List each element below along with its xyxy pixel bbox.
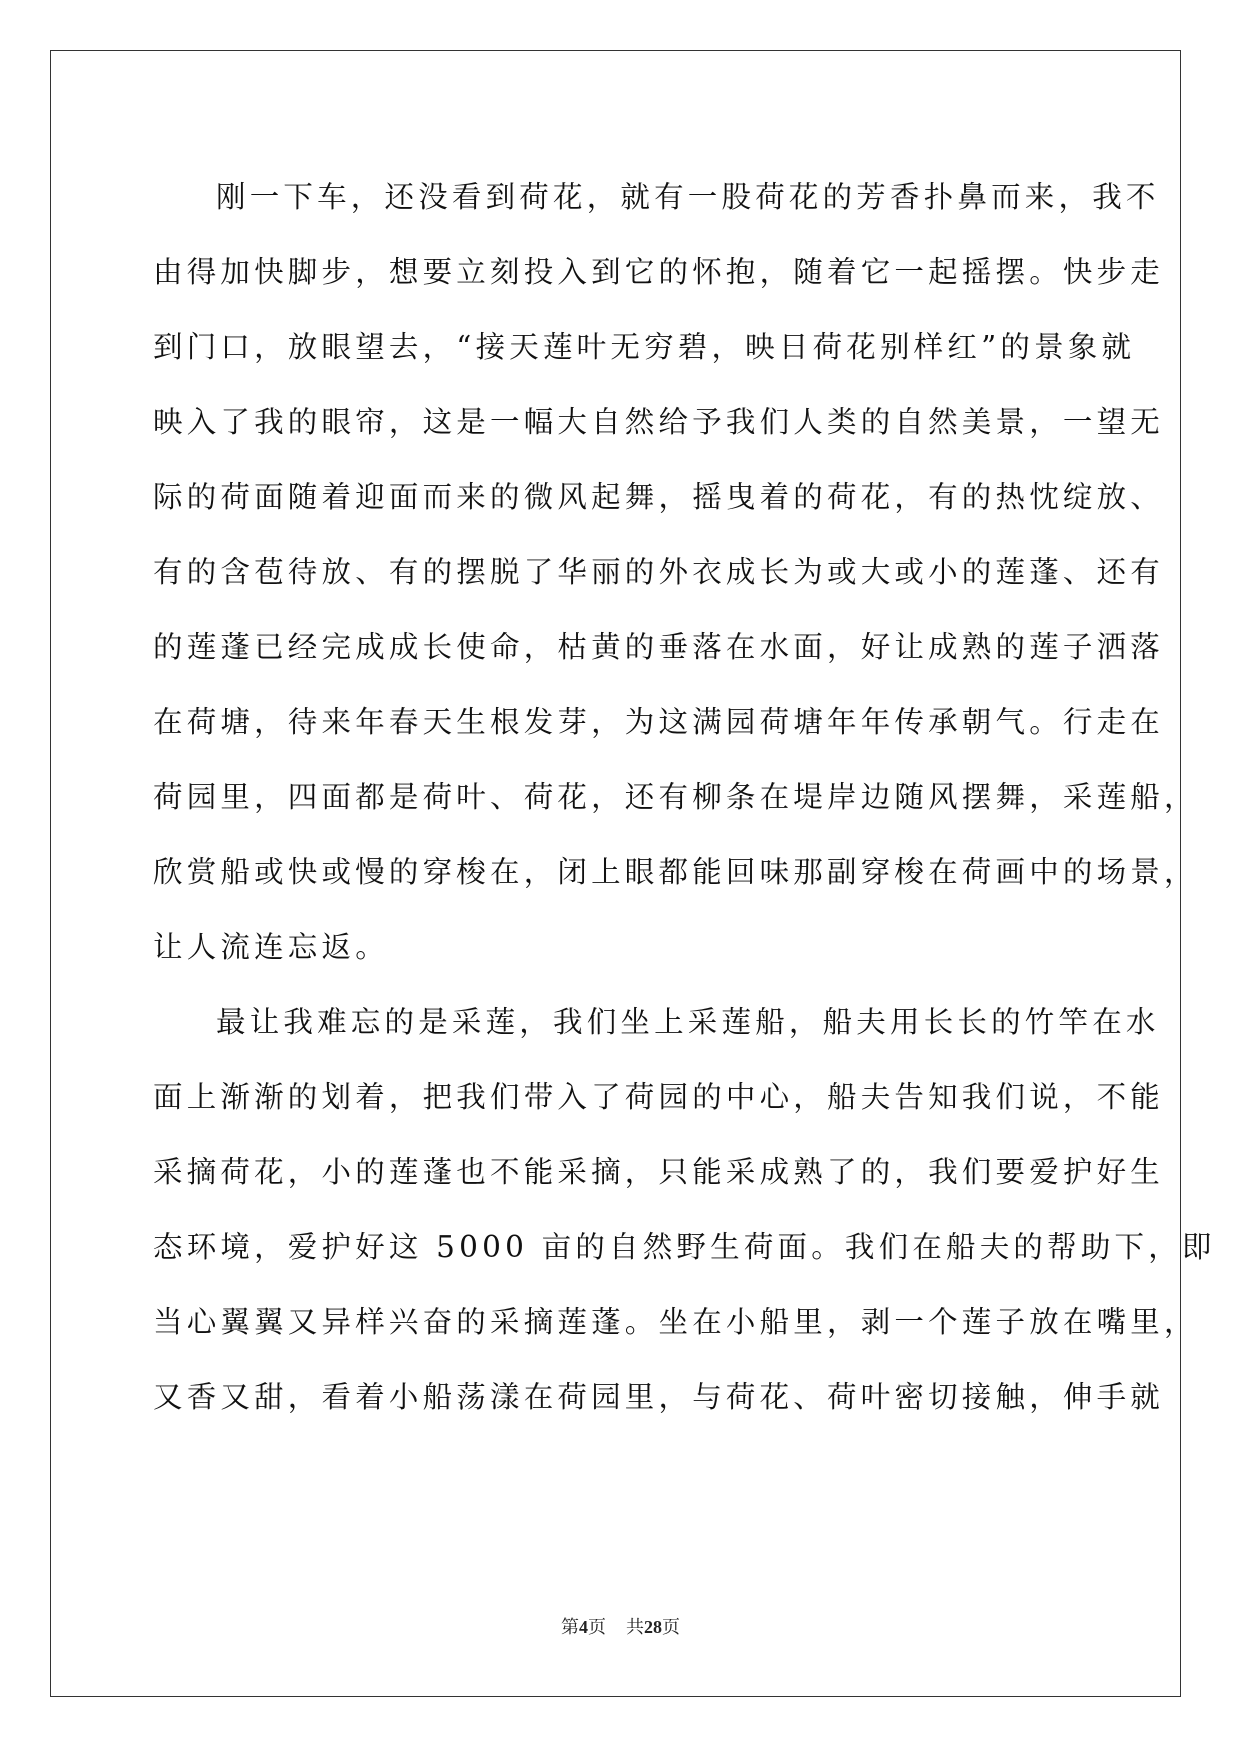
paragraph-2-line-4: 态环境，爱护好这 5000 亩的自然野生荷面。我们在船夫的帮助下，即 [153, 1230, 1216, 1264]
paragraph-2-line-1: 最让我难忘的是采莲，我们坐上采莲船，船夫用长长的竹竿在水 [216, 1005, 1160, 1039]
paragraph-2-line-5: 当心翼翼又异样兴奋的采摘莲蓬。坐在小船里，剥一个莲子放在嘴里， [153, 1305, 1198, 1339]
paragraph-2-line-6: 又香又甜，看着小船荡漾在荷园里，与荷花、荷叶密切接触，伸手就 [153, 1380, 1165, 1414]
paragraph-1-line-6: 有的含苞待放、有的摆脱了华丽的外衣成长为或大或小的莲蓬、还有 [153, 555, 1165, 589]
paragraph-1-line-10: 欣赏船或快或慢的穿梭在，闭上眼都能回味那副穿梭在荷画中的场景， [153, 855, 1198, 889]
footer-page-number: 4 [579, 1617, 588, 1637]
paragraph-1-line-9: 荷园里，四面都是荷叶、荷花，还有柳条在堤岸边随风摆舞，采莲船， [153, 780, 1198, 814]
footer-page-suffix: 页 [588, 1617, 606, 1637]
paragraph-2-line-2: 面上渐渐的划着，把我们带入了荷园的中心，船夫告知我们说，不能 [153, 1080, 1165, 1114]
paragraph-1-line-1: 刚一下车，还没看到荷花，就有一股荷花的芳香扑鼻而来，我不 [216, 180, 1160, 214]
page-footer [0, 1613, 1241, 1639]
paragraph-1-line-5: 际的荷面随着迎面而来的微风起舞，摇曳着的荷花，有的热忱绽放、 [153, 480, 1165, 514]
paragraph-2-line-3: 采摘荷花，小的莲蓬也不能采摘，只能采成熟了的，我们要爱护好生 [153, 1155, 1165, 1189]
paragraph-1-line-4: 映入了我的眼帘，这是一幅大自然给予我们人类的自然美景，一望无 [153, 405, 1165, 439]
paragraph-1-line-2: 由得加快脚步，想要立刻投入到它的怀抱，随着它一起摇摆。快步走 [153, 255, 1165, 289]
paragraph-1-line-11: 让人流连忘返。 [153, 930, 389, 964]
footer-total-pages: 28 [644, 1617, 662, 1637]
footer-total-prefix: 共 [626, 1617, 644, 1637]
document-body [153, 160, 1216, 1435]
paragraph-1-line-7: 的莲蓬已经完成成长使命，枯黄的垂落在水面，好让成熟的莲子洒落 [153, 630, 1165, 664]
footer-total-suffix: 页 [662, 1617, 680, 1637]
paragraph-1-line-8: 在荷塘，待来年春天生根发芽，为这满园荷塘年年传承朝气。行走在 [153, 705, 1165, 739]
paragraph-1-line-3: 到门口，放眼望去，“接天莲叶无穷碧，映日荷花别样红”的景象就 [153, 330, 1136, 364]
footer-prefix: 第 [561, 1617, 579, 1637]
